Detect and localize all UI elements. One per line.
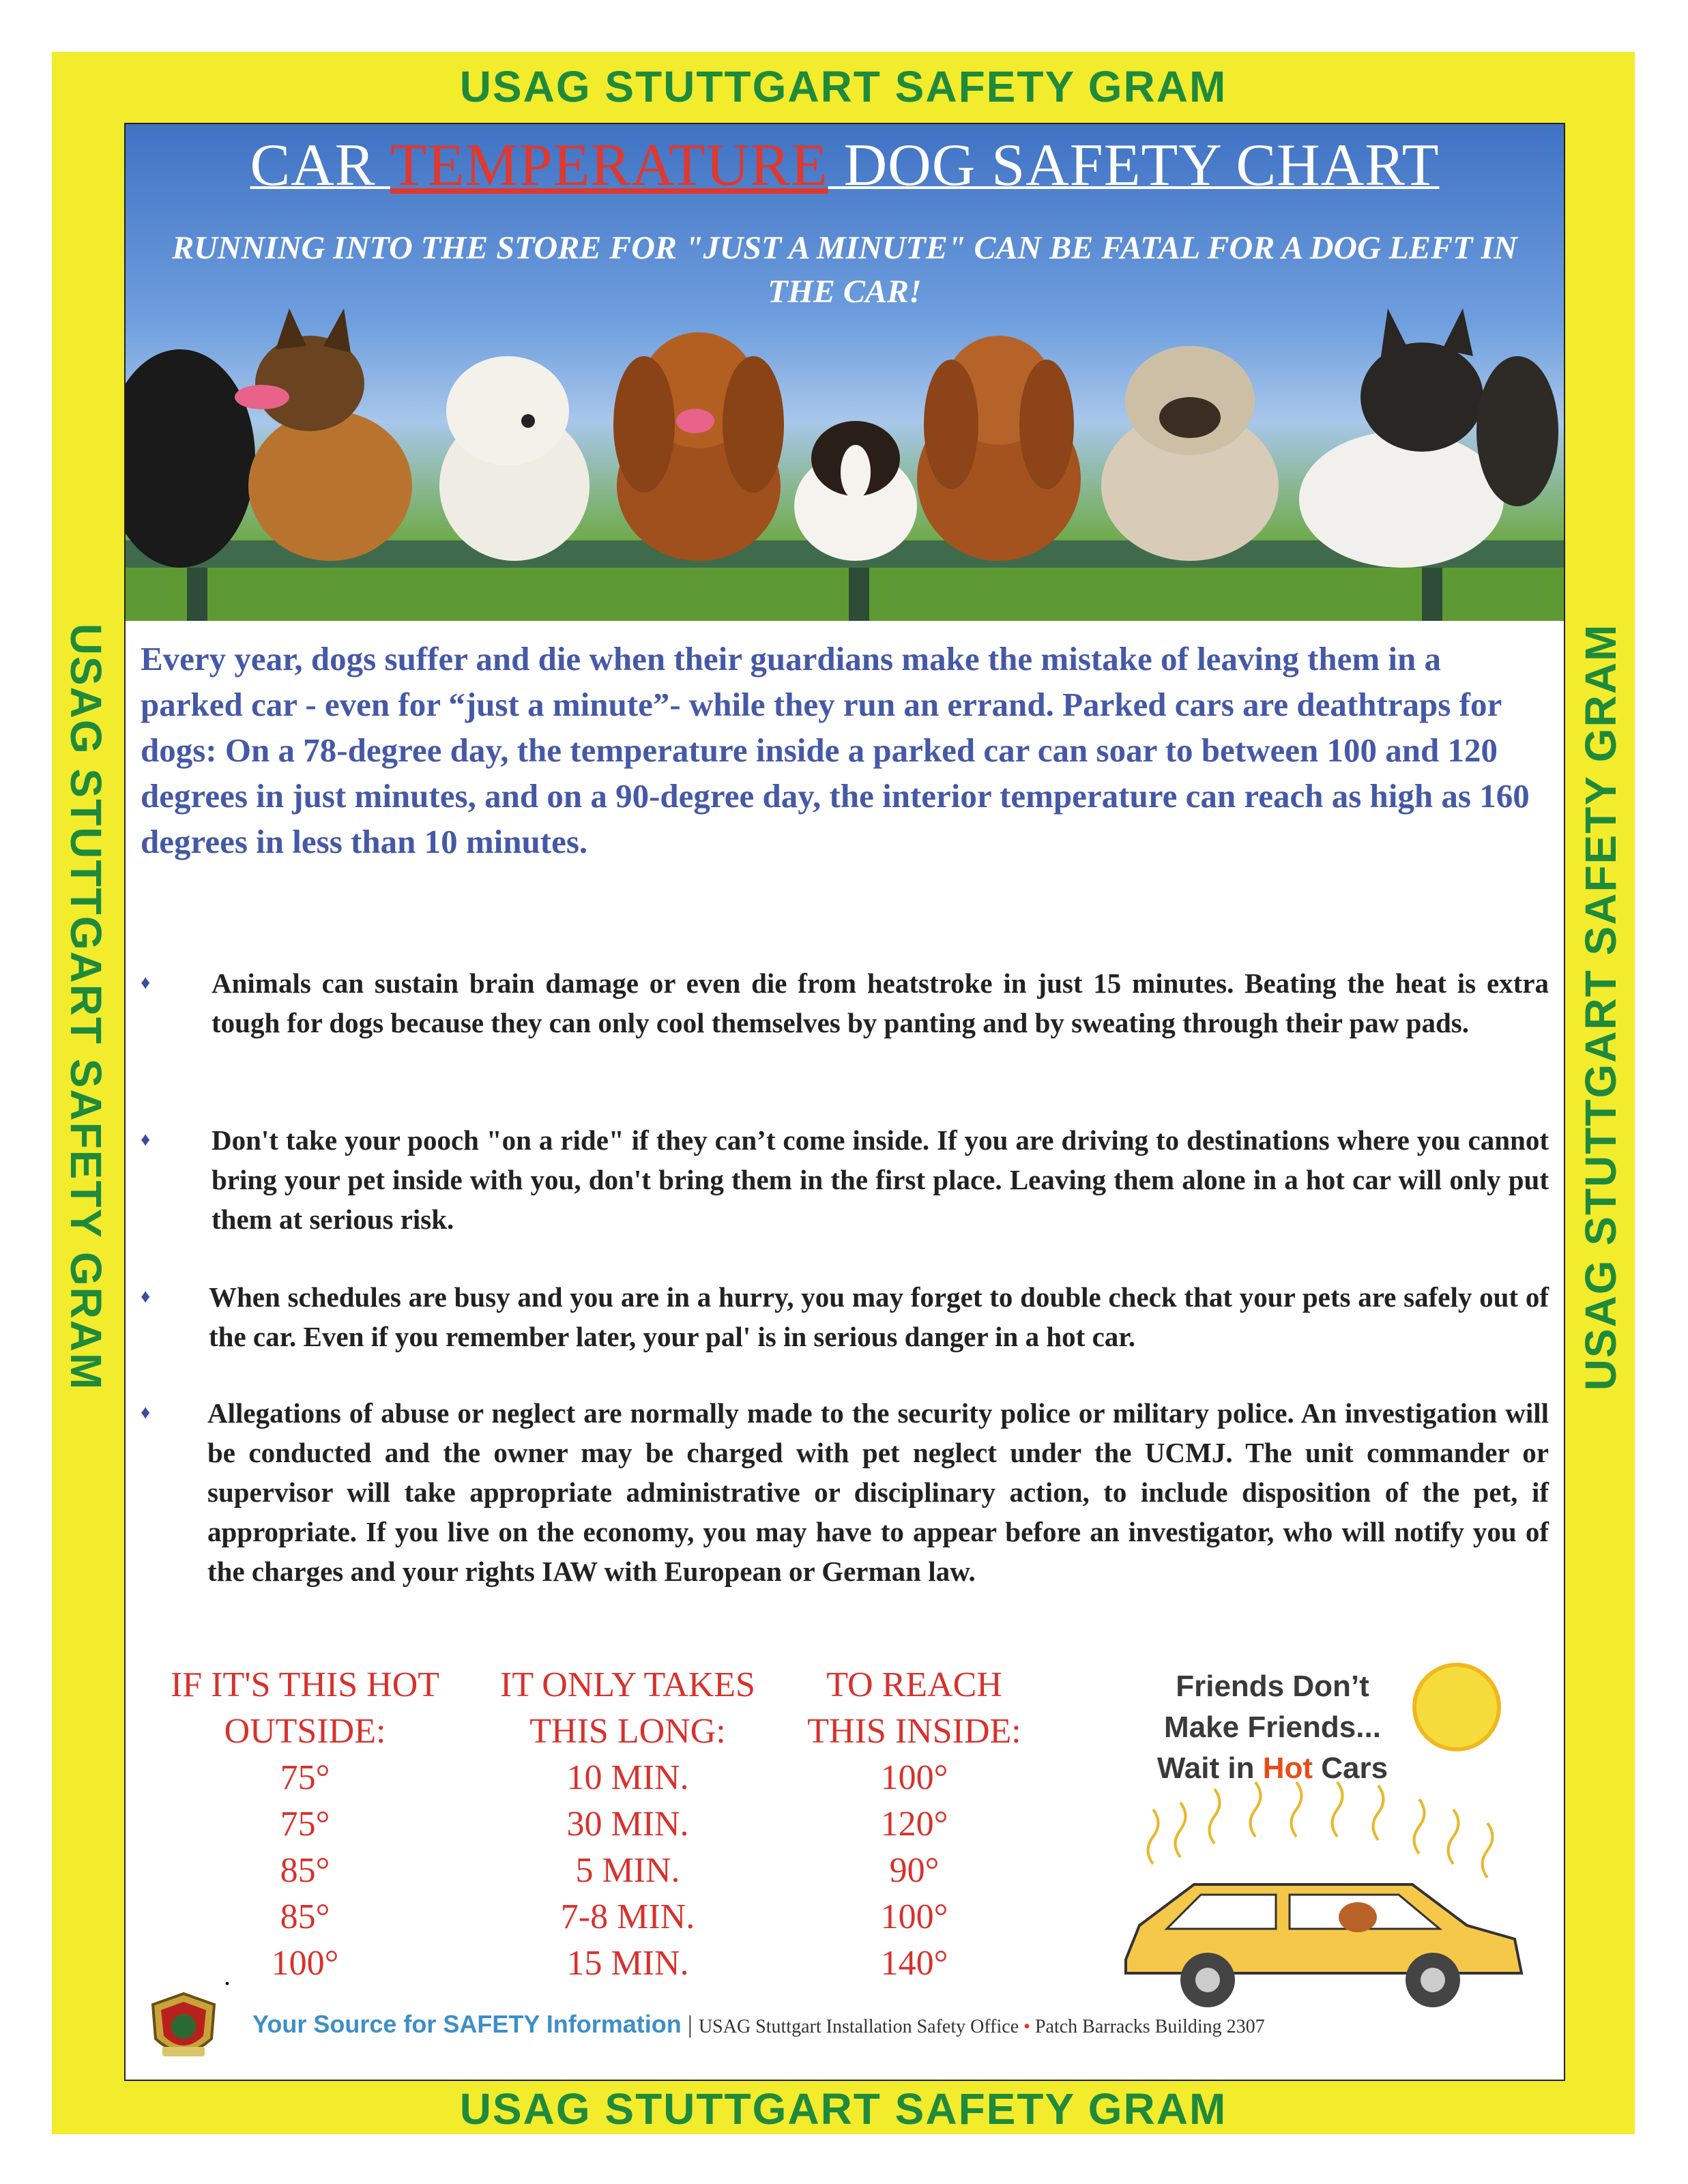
footer-dot: • bbox=[1019, 2016, 1035, 2037]
table-cell: 100° bbox=[880, 1897, 948, 1936]
column-header: THIS INSIDE: bbox=[807, 1712, 1021, 1751]
table-cell: 7-8 MIN. bbox=[560, 1897, 695, 1936]
table-column-time bbox=[484, 1662, 771, 1987]
footer-office: USAG Stuttgart Installation Safety Office bbox=[698, 2016, 1019, 2037]
sticker-word: Wait in bbox=[1156, 1751, 1263, 1785]
dog-in-car-icon bbox=[1339, 1902, 1377, 1932]
page-title bbox=[126, 131, 1564, 200]
table-cell: 100° bbox=[271, 1944, 339, 1983]
bullet-text: Animals can sustain brain damage or even die from heatstroke in just 15 minutes. Beating the heat is extra tough for dogs because they can only cool themselves by panting and by sweating through their paw pads. bbox=[212, 967, 1549, 1038]
column-header: THIS LONG: bbox=[529, 1712, 726, 1751]
title-part-car: CAR bbox=[250, 132, 390, 199]
footer-location: Patch Barracks Building 2307 bbox=[1034, 2016, 1265, 2037]
table-cell: 10 MIN. bbox=[566, 1758, 689, 1797]
hot-car-sticker bbox=[1112, 1659, 1535, 2028]
right-banner: USAG STUTTGART SAFETY GRAM bbox=[1576, 623, 1625, 1391]
table-cell: 75° bbox=[280, 1758, 330, 1797]
table-cell: 85° bbox=[280, 1897, 330, 1936]
footer-separator: | bbox=[681, 2011, 699, 2038]
content-panel bbox=[124, 123, 1565, 2081]
table-cell: 15 MIN. bbox=[566, 1944, 689, 1983]
dogs-photo bbox=[126, 281, 1564, 621]
bottom-banner: USAG STUTTGART SAFETY GRAM bbox=[459, 2084, 1227, 2134]
diamond-bullet-icon: ♦ bbox=[141, 1286, 151, 1307]
sticker-word: Cars bbox=[1313, 1751, 1388, 1785]
column-header: IT ONLY TAKES bbox=[500, 1665, 755, 1704]
table-column-outside bbox=[126, 1662, 484, 1987]
footer-source: Your Source for SAFETY Information bbox=[252, 2010, 682, 2038]
garrison-crest-icon bbox=[146, 1991, 221, 2066]
sticker-word-hot: Hot bbox=[1262, 1751, 1313, 1785]
table-column-inside bbox=[771, 1662, 1058, 1987]
top-banner: USAG STUTTGART SAFETY GRAM bbox=[459, 62, 1227, 111]
table-cell: 30 MIN. bbox=[566, 1805, 689, 1844]
intro-paragraph: Every year, dogs suffer and die when their guardians make the mistake of leaving them in a parked car - even for “just a minute”- while they run an errand. Parked cars are deathtraps for dogs: On a 78-degree day, the temperature inside a parked car can soar to between 100 and 120 degrees in just minutes, and on a 90-degree day, the interior temperature can reach as high as 160 degrees in less than 10 minutes. bbox=[141, 640, 1530, 860]
bullet-text: When schedules are busy and you are in a hurry, you may forget to double check that your pets are safely out of the car. Even if you remember later, your pal' is in serious danger in a hot car. bbox=[209, 1281, 1549, 1352]
bullet-text: Don't take your pooch "on a ride" if they can’t come inside. If you are driving to destinations where you cannot bring your pet inside with you, don't bring them in the first place. Leaving them alone in a hot car will only put them at serious risk. bbox=[212, 1124, 1549, 1235]
table-cell: 100° bbox=[880, 1758, 948, 1797]
sticker-line: Make Friends... bbox=[1164, 1710, 1381, 1744]
table-cell: 90° bbox=[889, 1851, 940, 1890]
hero-subtitle: RUNNING INTO THE STORE FOR "JUST A MINUTE" CAN BE FATAL FOR A DOG LEFT IN THE CAR! bbox=[172, 230, 1517, 310]
diamond-bullet-icon: ♦ bbox=[141, 1402, 151, 1423]
footer-line bbox=[252, 2010, 1265, 2039]
left-banner: USAG STUTTGART SAFETY GRAM bbox=[61, 623, 111, 1391]
title-part-dog-safety-chart: DOG SAFETY CHART bbox=[828, 132, 1440, 199]
diamond-bullet-icon: ♦ bbox=[141, 1129, 151, 1150]
title-part-temperature: TEMPERATURE bbox=[390, 132, 828, 199]
diamond-bullet-icon: ♦ bbox=[141, 972, 151, 993]
table-cell: 75° bbox=[280, 1805, 330, 1844]
table-cell: 120° bbox=[880, 1805, 948, 1844]
column-header: TO REACH bbox=[826, 1665, 1002, 1704]
table-cell: 140° bbox=[880, 1944, 948, 1983]
stray-mark: . bbox=[224, 1960, 231, 1991]
sun-icon bbox=[1414, 1665, 1499, 1749]
table-cell: 5 MIN. bbox=[575, 1851, 680, 1890]
sticker-line: Friends Don’t bbox=[1176, 1670, 1369, 1703]
sun-and-car-illustration bbox=[1112, 1659, 1535, 2028]
column-header: IF IT'S THIS HOT bbox=[170, 1665, 440, 1704]
bullet-text: Allegations of abuse or neglect are normally made to the security police or military police. An investigation will be conducted and the owner may be charged with pet neglect under the UCMJ. The unit commander or supervisor will take appropriate administrative or disciplinary action, to include disposition of the pet, if appropriate. If you live on the economy, you may have to appear before an investigator, who will notify you of the charges and your rights IAW with European or German law. bbox=[207, 1397, 1549, 1587]
column-header: OUTSIDE: bbox=[224, 1712, 386, 1751]
table-cell: 85° bbox=[280, 1851, 330, 1890]
hero-banner bbox=[126, 124, 1564, 621]
yellow-frame bbox=[52, 52, 1635, 2134]
